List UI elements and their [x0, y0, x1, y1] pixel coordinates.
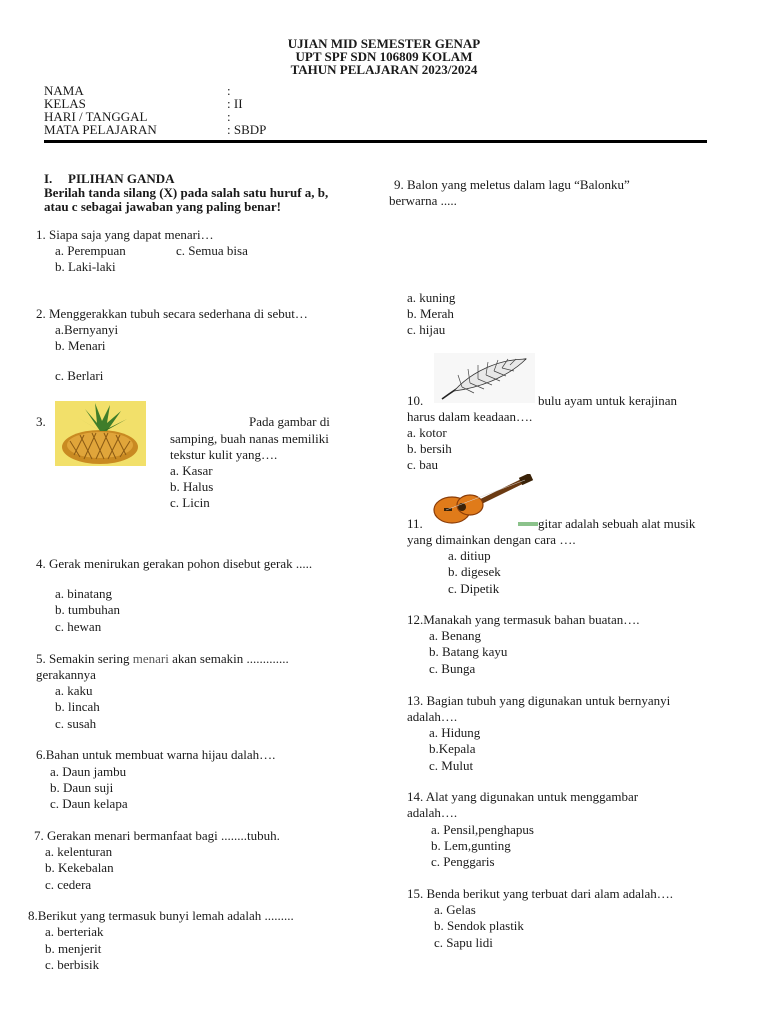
q11-option-b: b. digesek — [448, 564, 501, 579]
question-3-number: 3. — [36, 414, 46, 429]
q9-option-c: c. hijau — [407, 322, 446, 337]
q9-option-a: a. kuning — [407, 290, 456, 305]
q9-option-b: b. Merah — [407, 306, 454, 321]
q5-option-a: a. kaku — [55, 683, 93, 698]
q5-text-mid: menari — [132, 651, 169, 666]
hari-label: HARI / TANGGAL — [44, 109, 148, 124]
q15-option-b: b. Sendok plastik — [434, 918, 524, 933]
mapel-value: : SBDP — [227, 122, 267, 137]
q9-text-line-2: berwarna ..... — [389, 193, 457, 208]
header-divider — [44, 140, 707, 143]
q10-text-line-2: harus dalam keadaan…. — [407, 409, 533, 424]
q5-text-post: akan semakin ............. — [168, 651, 289, 666]
q11-option-c: c. Dipetik — [448, 581, 500, 596]
nama-label: NAMA — [44, 83, 84, 98]
q12-option-c: c. Bunga — [429, 661, 476, 676]
q6-option-a: a. Daun jambu — [50, 764, 127, 779]
q8-option-b: b. menjerit — [45, 941, 102, 956]
q1-option-b: b. Laki-laki — [55, 259, 116, 274]
question-12: 12.Manakah yang termasuk bahan buatan…. — [407, 612, 640, 627]
q2-option-b: b. Menari — [55, 338, 106, 353]
q5-text-line-2: gerakannya — [36, 667, 96, 682]
q4-option-a: a. binatang — [55, 586, 113, 601]
question-4: 4. Gerak menirukan gerakan pohon disebut gerak ..... — [36, 556, 313, 571]
question-8: 8.Berikut yang termasuk bunyi lemah adalah ......... — [28, 908, 294, 923]
q11-option-a: a. ditiup — [448, 548, 491, 563]
q10-text-line-1: bulu ayam untuk kerajinan — [538, 393, 677, 408]
q5-option-b: b. lincah — [55, 699, 100, 714]
q3-option-c: c. Licin — [170, 495, 210, 510]
q12-option-a: a. Benang — [429, 628, 481, 643]
section-title: PILIHAN GANDA — [68, 171, 175, 186]
q14-option-a: a. Pensil,penghapus — [431, 822, 534, 837]
q3-text-line-1: Pada gambar di — [249, 414, 330, 429]
q12-option-b: b. Batang kayu — [429, 644, 508, 659]
q13-option-c: c. Mulut — [429, 758, 474, 773]
q13-text-line-2: adalah…. — [407, 709, 458, 724]
q8-option-a: a. berteriak — [45, 924, 104, 939]
pineapple-image — [55, 401, 146, 466]
school-name: UPT SPF SDN 106809 KOLAM — [295, 49, 473, 64]
q10-option-b: b. bersih — [407, 441, 452, 456]
hari-value: : — [227, 109, 231, 124]
question-9: 9. Balon yang meletus dalam lagu “Balonku” — [394, 177, 630, 192]
q6-option-b: b. Daun suji — [50, 780, 114, 795]
question-11-number: 11. — [407, 516, 423, 531]
feather-image — [434, 353, 535, 403]
school-year: TAHUN PELAJARAN 2023/2024 — [290, 62, 478, 77]
q13-option-b: b.Kepala — [429, 741, 476, 756]
q14-text-line-2: adalah…. — [407, 805, 458, 820]
nama-value: : — [227, 83, 231, 98]
question-10-number: 10. — [407, 393, 424, 408]
question-1: 1. Siapa saja yang dapat menari… — [36, 227, 214, 242]
q10-option-c: c. bau — [407, 457, 439, 472]
q3-text-line-2: samping, buah nanas memiliki — [170, 431, 329, 446]
question-13: 13. Bagian tubuh yang digunakan untuk bernyanyi — [407, 693, 671, 708]
q4-option-c: c. hewan — [55, 619, 102, 634]
q15-option-c: c. Sapu lidi — [434, 935, 493, 950]
q2-option-a: a.Bernyanyi — [55, 322, 119, 337]
mapel-label: MATA PELAJARAN — [44, 122, 157, 137]
instruction-line-2: atau c sebagai jawaban yang paling benar! — [44, 199, 281, 214]
question-2: 2. Menggerakkan tubuh secara sederhana di sebut… — [36, 306, 308, 321]
q10-option-a: a. kotor — [407, 425, 447, 440]
question-5 — [36, 651, 289, 667]
guitar-image — [430, 474, 538, 528]
q7-option-c: c. cedera — [45, 877, 92, 892]
exam-title: UJIAN MID SEMESTER GENAP — [287, 36, 481, 51]
q3-option-b: b. Halus — [170, 479, 214, 494]
question-6: 6.Bahan untuk membuat warna hijau dalah…. — [36, 747, 276, 762]
q6-option-c: c. Daun kelapa — [50, 796, 128, 811]
q14-option-b: b. Lem,gunting — [431, 838, 511, 853]
q7-option-a: a. kelenturan — [45, 844, 113, 859]
q15-option-a: a. Gelas — [434, 902, 476, 917]
q14-option-c: c. Penggaris — [431, 854, 495, 869]
q7-option-b: b. Kekebalan — [45, 860, 114, 875]
question-14: 14. Alat yang digunakan untuk menggambar — [407, 789, 639, 804]
q8-option-c: c. berbisik — [45, 957, 100, 972]
q11-text-line-1: gitar adalah sebuah alat musik — [538, 516, 696, 531]
q1-option-c: c. Semua bisa — [176, 243, 248, 258]
q5-option-c: c. susah — [55, 716, 97, 731]
question-15: 15. Benda berikut yang terbuat dari alam adalah…. — [407, 886, 674, 901]
q2-option-c: c. Berlari — [55, 368, 104, 383]
instruction-line-1: Berilah tanda silang (X) pada salah satu huruf a, b, — [44, 185, 329, 200]
kelas-label: KELAS — [44, 96, 86, 111]
question-7: 7. Gerakan menari bermanfaat bagi ........tubuh. — [34, 828, 280, 843]
q5-text-pre: 5. Semakin sering — [36, 651, 133, 666]
q11-text-line-2: yang dimainkan dengan cara …. — [407, 532, 576, 547]
q3-text-line-3: tekstur kulit yang…. — [170, 447, 278, 462]
q3-option-a: a. Kasar — [170, 463, 213, 478]
section-number: I. — [44, 171, 53, 186]
q13-option-a: a. Hidung — [429, 725, 481, 740]
q1-option-a: a. Perempuan — [55, 243, 126, 258]
q4-option-b: b. tumbuhan — [55, 602, 120, 617]
kelas-value: : II — [227, 96, 243, 111]
